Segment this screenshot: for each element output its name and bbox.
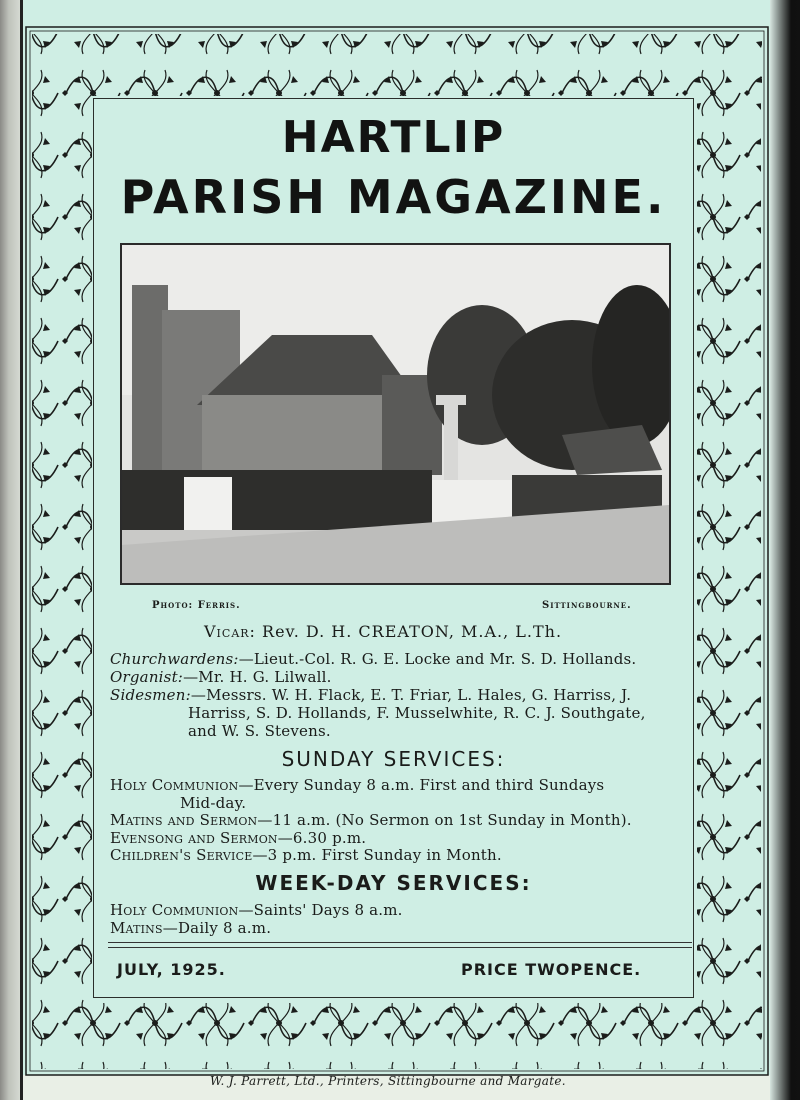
- service-time: —3 p.m. First Sunday in Month.: [252, 846, 502, 864]
- issue-price: PRICE TWOPENCE.: [461, 960, 642, 979]
- weekday-matins: [110, 919, 271, 937]
- service-time: —6.30 p.m.: [277, 829, 367, 847]
- weekday-services-heading: WEEK-DAY SERVICES:: [255, 871, 532, 895]
- service-time: —11 a.m. (No Sermon on 1st Sunday in Month).: [257, 811, 632, 829]
- printers-imprint: W. J. Parrett, Ltd., Printers, Sittingbourne and Margate.: [210, 1074, 566, 1088]
- vicar-name: Rev. D. H. CREATON, M.A., L.Th.: [262, 622, 563, 641]
- footer-divider: [108, 942, 692, 948]
- masthead-line-2: PARISH MAGAZINE.: [120, 170, 667, 224]
- vicar-label: Vicar:: [204, 622, 256, 641]
- organist-line: [110, 668, 332, 686]
- church-photograph: [120, 243, 671, 585]
- service-name: Matins and Sermon: [110, 811, 258, 829]
- organist-label: Organist:: [110, 668, 184, 686]
- organist-name: —Mr. H. G. Lilwall.: [183, 668, 332, 686]
- sunday-evensong: [110, 829, 366, 847]
- vicar-line: [204, 622, 562, 641]
- sidesmen-label: Sidesmen:: [110, 686, 191, 704]
- sunday-services-heading: SUNDAY SERVICES:: [281, 747, 506, 771]
- churchwardens-line: [110, 650, 636, 668]
- service-time: —Saints' Days 8 a.m.: [238, 901, 403, 919]
- churchwardens-names: —Lieut.-Col. R. G. E. Locke and Mr. S. D. Hollands.: [238, 650, 637, 668]
- weekday-holy-communion: [110, 901, 403, 919]
- sidesmen-names-1: —Messrs. W. H. Flack, E. T. Friar, L. Hales, G. Harriss, J.: [190, 686, 632, 704]
- service-name: Children's Service: [110, 846, 253, 864]
- service-name: Evensong and Sermon: [110, 829, 278, 847]
- sunday-holy-communion: [110, 776, 604, 794]
- issue-date: JULY, 1925.: [117, 960, 226, 979]
- masthead-line-1: HARTLIP: [281, 112, 506, 163]
- service-name: Holy Communion: [110, 776, 239, 794]
- sunday-holy-communion-cont: Mid-day.: [180, 794, 247, 812]
- sidesmen-names-3: and W. S. Stevens.: [188, 722, 331, 740]
- service-name: Matins: [110, 919, 163, 937]
- sidesmen-line: [110, 686, 631, 704]
- sunday-matins: [110, 811, 632, 829]
- sunday-childrens-service: [110, 846, 502, 864]
- sidesmen-names-2: Harriss, S. D. Hollands, F. Musselwhite, R. C. J. Southgate,: [188, 704, 646, 722]
- churchwardens-label: Churchwardens:: [110, 650, 239, 668]
- service-name: Holy Communion: [110, 901, 239, 919]
- service-time: —Daily 8 a.m.: [162, 919, 272, 937]
- photo-location: Sittingbourne.: [542, 600, 632, 611]
- photo-credit: Photo: Ferris.: [152, 600, 241, 611]
- service-time: —Every Sunday 8 a.m. First and third Sundays: [238, 776, 605, 794]
